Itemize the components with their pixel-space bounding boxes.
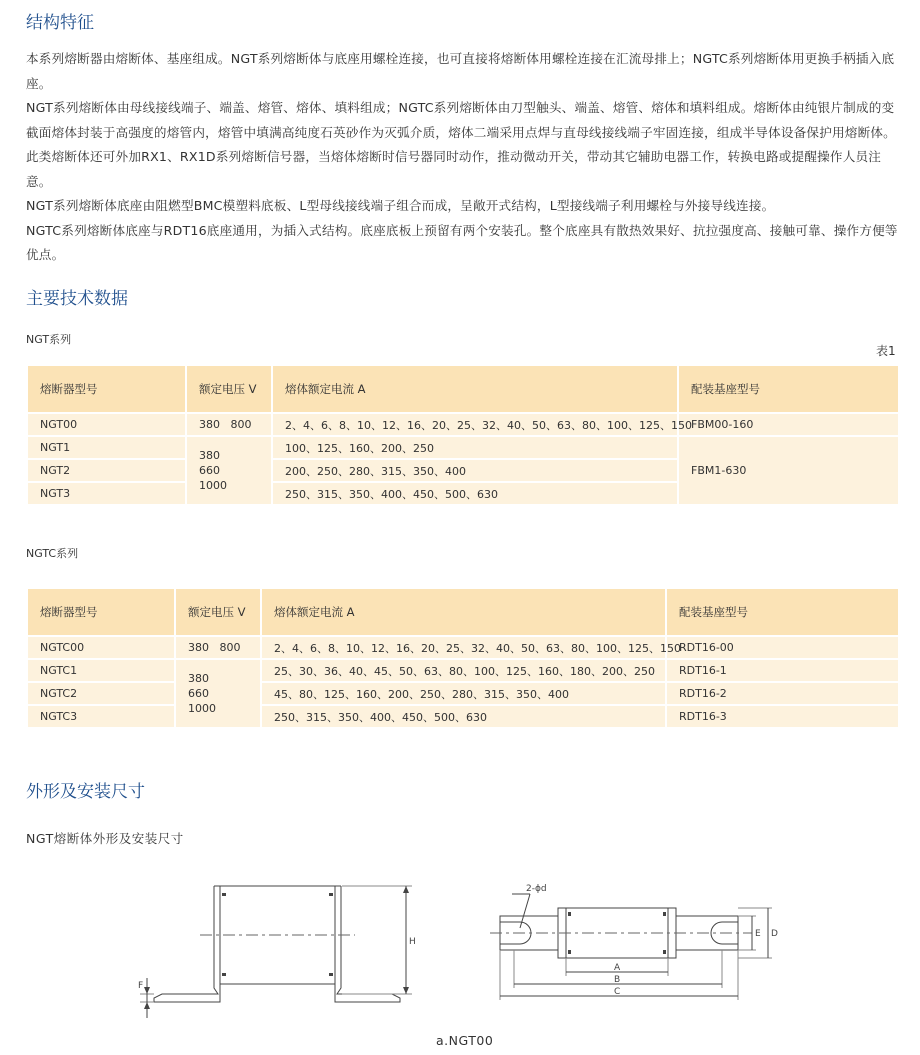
paragraph-3: NGT系列熔断体底座由阻燃型BMC模塑料底板、L型母线接线端子组合而成，呈敞开式结构，L型接线端子利用螺栓与外接导线连接。	[26, 198, 775, 213]
paragraph-4: NGTC系列熔断体底座与RDT16底座通用，为插入式结构。底座底板上预留有两个安装孔。整个底座具有散热效果好、抗拉强度高、接触可靠、操作方便等优点。	[26, 222, 898, 262]
drawing-subtitle: NGT熔断体外形及安装尺寸	[26, 831, 184, 846]
table-row	[27, 659, 899, 682]
ngt00-top-view-drawing	[490, 878, 780, 1008]
cell-base: FBM00-160	[678, 413, 899, 436]
label-hole: 2-ϕd	[526, 884, 547, 894]
specs-section-title: 主要技术数据	[26, 289, 128, 309]
cell-current: 45、80、125、160、200、250、280、315、350、400	[261, 682, 666, 705]
ngtc-series-label: NGTC系列	[26, 547, 79, 560]
voltage-value: 660	[199, 464, 220, 477]
cell-base: RDT16-00	[666, 636, 899, 659]
voltage-value: 1000	[188, 702, 216, 715]
table-header-row	[27, 365, 899, 413]
table-number-label: 表1	[876, 344, 896, 358]
structure-description	[26, 47, 902, 268]
cell-current: 250、315、350、400、450、500、630	[272, 482, 678, 505]
cell-current: 250、315、350、400、450、500、630	[261, 705, 666, 728]
voltage-value: 380	[188, 672, 209, 685]
table-header-row	[27, 588, 899, 636]
header-base: 配装基座型号	[666, 588, 899, 636]
header-base: 配装基座型号	[678, 365, 899, 413]
drawing-caption: a.NGT00	[436, 1033, 494, 1048]
cell-base: RDT16-1	[666, 659, 899, 682]
label-b: B	[614, 975, 621, 985]
cell-base-merged: FBM1-630	[678, 436, 899, 505]
cell-current: 25、30、36、40、45、50、63、80、100、125、160、180、200、250	[261, 659, 666, 682]
cell-voltage-merged	[175, 659, 261, 728]
voltage-value: 1000	[199, 479, 227, 492]
table-row	[27, 436, 899, 459]
table-row	[27, 413, 899, 436]
table-row	[27, 636, 899, 659]
voltage-value: 660	[188, 687, 209, 700]
ngt00-side-view-drawing	[130, 870, 420, 1020]
label-h: H	[409, 937, 416, 947]
header-current: 熔体额定电流 A	[261, 588, 666, 636]
cell-current: 100、125、160、200、250	[272, 436, 678, 459]
cell-model: NGT00	[27, 413, 186, 436]
header-voltage: 额定电压 V	[186, 365, 272, 413]
cell-current: 200、250、280、315、350、400	[272, 459, 678, 482]
label-a: A	[614, 963, 621, 973]
cell-model: NGTC00	[27, 636, 175, 659]
table-row	[27, 705, 899, 728]
cell-base: RDT16-2	[666, 682, 899, 705]
dimensions-section-title: 外形及安装尺寸	[26, 782, 145, 802]
paragraph-2: NGT系列熔断体由母线接线端子、端盖、熔管、熔体、填料组成；NGTC系列熔断体由刀型触头、端盖、熔管、熔体和填料组成。熔断体由纯银片制成的变截面熔体封装于高强度的熔管内，熔管中填满高纯度石英砂作为灭弧介质，熔体二端采用点焊与直母线接线端子牢固连接，组成半导体设备保护用熔断体。此类熔断体还可外加RX1、RX1D系列熔断信号器，当熔体熔断时信号器同时动作，推动微动开关，带动其它辅助电器工作，转换电路或提醒操作人员注意。	[26, 100, 896, 189]
cell-model: NGTC3	[27, 705, 175, 728]
label-e: E	[755, 929, 761, 939]
structure-section-title: 结构特征	[26, 13, 94, 33]
ngt-series-label: NGT系列	[26, 333, 72, 346]
cell-model: NGT3	[27, 482, 186, 505]
cell-current: 2、4、6、8、10、12、16、20、25、32、40、50、63、80、100、125、150	[272, 413, 678, 436]
ngtc-spec-table	[26, 587, 900, 729]
cell-model: NGTC1	[27, 659, 175, 682]
paragraph-1: 本系列熔断器由熔断体、基座组成。NGT系列熔断体与底座用螺栓连接，也可直接将熔断体用螺栓连接在汇流母排上；NGTC系列熔断体用更换手柄插入底座。	[26, 51, 895, 91]
header-model: 熔断器型号	[27, 588, 175, 636]
cell-voltage-merged	[186, 436, 272, 505]
ngt-spec-table	[26, 364, 900, 506]
label-c: C	[614, 987, 621, 997]
cell-voltage: 380 800	[175, 636, 261, 659]
cell-model: NGT2	[27, 459, 186, 482]
cell-voltage: 380 800	[186, 413, 272, 436]
voltage-value: 380	[199, 449, 220, 462]
header-model: 熔断器型号	[27, 365, 186, 413]
label-d: D	[771, 929, 778, 939]
cell-base: RDT16-3	[666, 705, 899, 728]
header-current: 熔体额定电流 A	[272, 365, 678, 413]
cell-model: NGT1	[27, 436, 186, 459]
label-f: F	[138, 981, 144, 991]
cell-current: 2、4、6、8、10、12、16、20、25、32、40、50、63、80、100、125、150	[261, 636, 666, 659]
cell-model: NGTC2	[27, 682, 175, 705]
table-row	[27, 682, 899, 705]
header-voltage: 额定电压 V	[175, 588, 261, 636]
